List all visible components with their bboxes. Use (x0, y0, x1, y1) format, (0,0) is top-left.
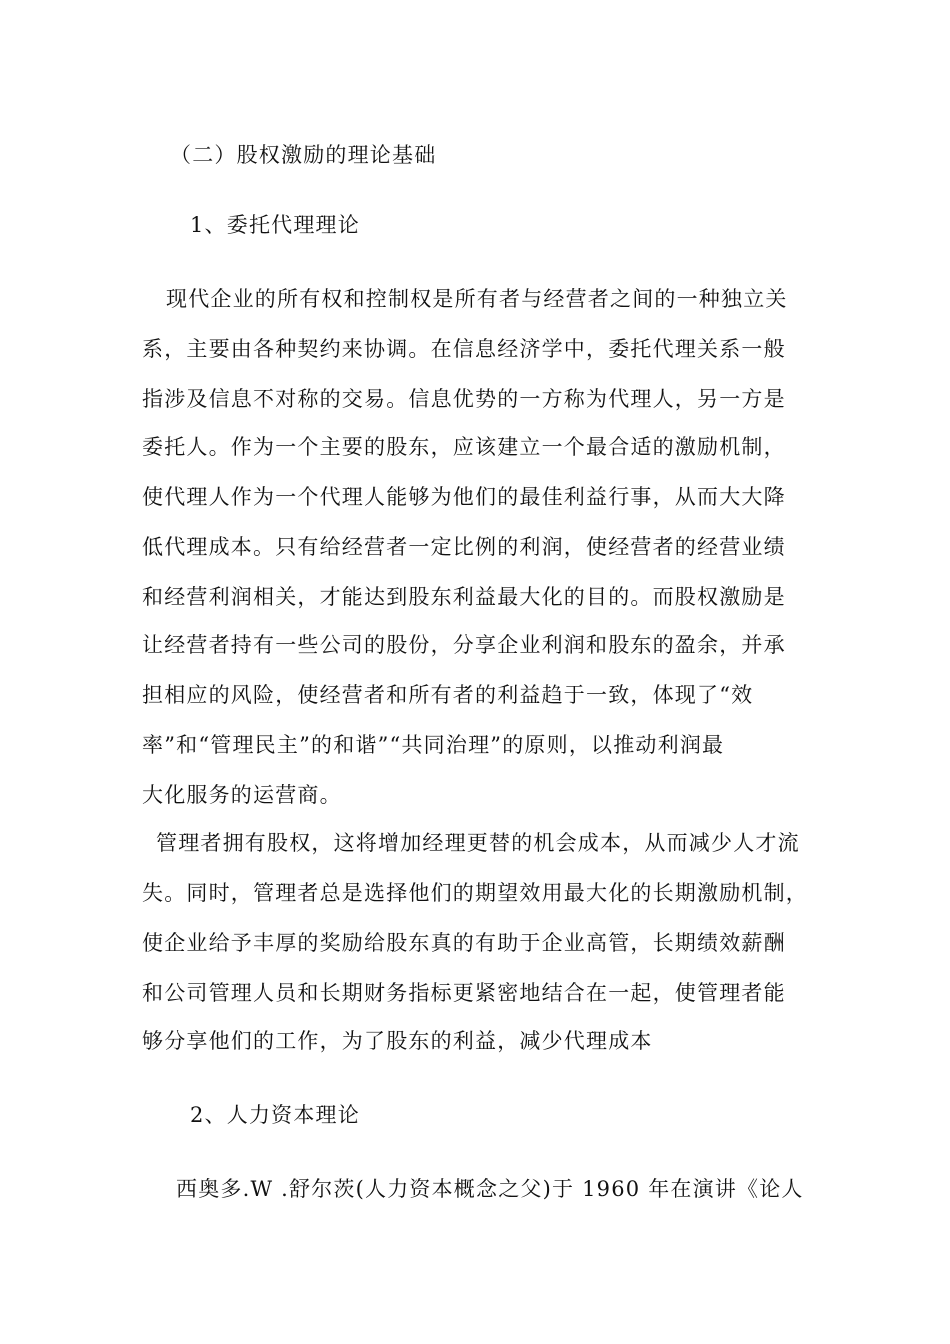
paragraph-2-line: 使企业给予丰厚的奖励给股东真的有助于企业高管，长期绩效薪酬 (142, 931, 786, 955)
paragraph-1-line: 低代理成本。只有给经营者一定比例的利润，使经营者的经营业绩 (142, 535, 786, 559)
paragraph-1-line: 委托人。作为一个主要的股东，应该建立一个最合适的激励机制， (142, 435, 786, 459)
subheading-principal-agent: 1、委托代理理论 (190, 213, 360, 237)
paragraph-1-line: 大化服务的运营商。 (142, 783, 342, 807)
paragraph-2-line: 和公司管理人员和长期财务指标更紧密地结合在一起，使管理者能 (142, 981, 786, 1005)
paragraph-2-line: 失。同时，管理者总是选择他们的期望效用最大化的长期激励机制， (142, 881, 808, 905)
section-heading: （二）股权激励的理论基础 (170, 143, 437, 167)
paragraph-2-line: 够分享他们的工作，为了股东的利益，减少代理成本 (142, 1029, 653, 1053)
paragraph-1-line: 和经营利润相关，才能达到股东利益最大化的目的。而股权激励是 (142, 585, 786, 609)
paragraph-1-line: 担相应的风险，使经营者和所有者的利益趋于一致，体现了“效 (142, 683, 754, 707)
paragraph-1-line: 率”和“管理民主”的和谐”“共同治理”的原则，以推动利润最 (142, 733, 725, 757)
paragraph-3-line: 西奥多.W .舒尔茨(人力资本概念之父)于 1960 年在演讲《论人 (176, 1177, 804, 1201)
paragraph-1-line: 系，主要由各种契约来协调。在信息经济学中，委托代理关系一般 (142, 337, 786, 361)
paragraph-1-line: 让经营者持有一些公司的股份，分享企业利润和股东的盈余，并承 (142, 633, 786, 657)
paragraph-1-line: 使代理人作为一个代理人能够为他们的最佳利益行事，从而大大降 (142, 485, 786, 509)
paragraph-1-line: 现代企业的所有权和控制权是所有者与经营者之间的一种独立关 (166, 287, 788, 311)
paragraph-1-line: 指涉及信息不对称的交易。信息优势的一方称为代理人，另一方是 (142, 387, 786, 411)
subheading-human-capital: 2、人力资本理论 (190, 1103, 360, 1127)
paragraph-2-line: 管理者拥有股权，这将增加经理更替的机会成本，从而减少人才流 (156, 831, 800, 855)
